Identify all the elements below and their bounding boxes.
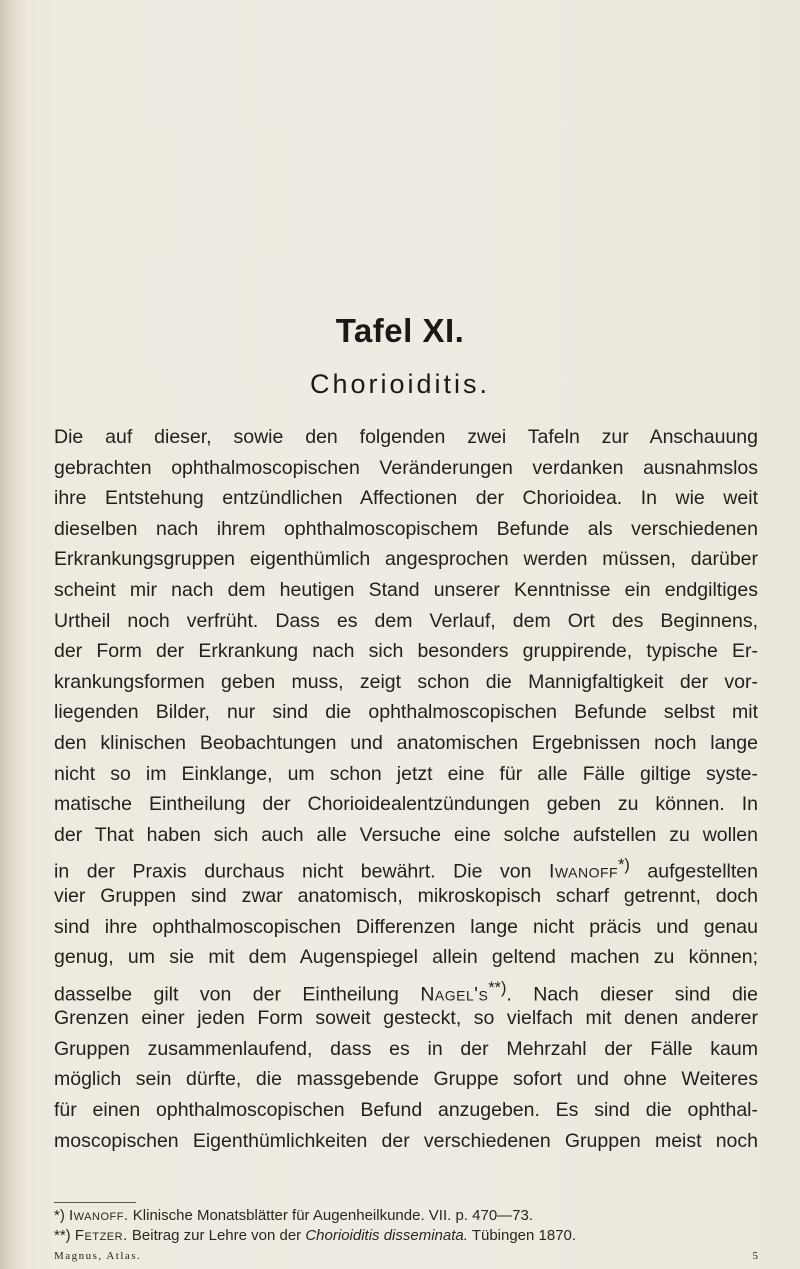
text-line: Erkrankungsgruppen eigenthümlich angesprochen werden müssen, darüber xyxy=(54,548,758,571)
text-line: krankungsformen geben muss, zeigt schon die Mannigfaltigkeit der vor- xyxy=(54,670,758,693)
text-line: Gruppen zusammenlaufend, dass es in der Mehrzahl der Fälle kaum xyxy=(54,1037,758,1060)
footnote-author: Iwanoff. xyxy=(69,1207,129,1224)
text-line: der Form der Erkrankung nach sich besonders gruppirende, typische Er- xyxy=(54,640,758,663)
binding-shadow xyxy=(0,0,28,1269)
text-line: matische Eintheilung der Chorioidealentzündungen geben zu können. In xyxy=(54,793,758,816)
footnote-mark: *) xyxy=(618,856,630,875)
footnote-text: Beitrag zur Lehre von der xyxy=(127,1227,306,1244)
text-line: Grenzen einer jeden Form soweit gesteckt, so vielfach mit denen anderer xyxy=(54,1007,758,1030)
footnote-2 xyxy=(54,1226,766,1246)
footnote-mark: **) xyxy=(488,978,507,997)
cited-author: Nagel's xyxy=(420,983,489,1006)
text-line: Die auf dieser, sowie den folgenden zwei Tafeln zur Anschauung xyxy=(54,426,758,448)
text-line: der That haben sich auch alle Versuche eine solche aufstellen zu wollen xyxy=(54,823,758,846)
text-line: Urtheil noch verfrüht. Dass es dem Verlauf, dem Ort des Beginnens, xyxy=(54,609,758,632)
text-line: ihre Entstehung entzündlichen Affectionen der Chorioidea. In wie weit xyxy=(54,487,758,510)
page-number: 5 xyxy=(752,1250,758,1262)
footnote-1 xyxy=(54,1206,766,1226)
text-line: nicht so im Einklange, um schon jetzt eine für alle Fälle giltige syste- xyxy=(54,762,758,785)
footnote-work-title: Chorioiditis disseminata. xyxy=(305,1227,468,1244)
footnote-author: Fetzer. xyxy=(74,1227,128,1244)
footnote-mark: **) xyxy=(54,1227,71,1244)
footnotes xyxy=(54,1206,766,1246)
footnote-text: Klinische Monatsblätter für Augenheilkunde. VII. p. 470—73. xyxy=(128,1207,534,1224)
text-line: vier Gruppen sind zwar anatomisch, mikroskopisch scharf getrennt, doch xyxy=(54,884,758,907)
text-segment: aufgestellten xyxy=(629,860,758,883)
text-line: für einen ophthalmoscopischen Befund anzugeben. Es sind die ophthal- xyxy=(54,1099,758,1122)
footnote-mark: *) xyxy=(54,1207,65,1224)
text-line-with-citation xyxy=(54,850,758,881)
text-line: genug, um sie mit dem Augenspiegel allein geltend machen zu können; xyxy=(54,946,758,969)
text-line: liegenden Bilder, nur sind die ophthalmoscopischen Befunde selbst mit xyxy=(54,701,758,724)
text-segment: in der Praxis durchaus nicht bewährt. Die von xyxy=(54,860,550,883)
body-paragraph xyxy=(54,422,758,1156)
text-line: dieselben nach ihrem ophthalmoscopischem Befunde als verschiedenen xyxy=(54,517,758,540)
signature-mark: Magnus, Atlas. xyxy=(54,1250,142,1262)
text-segment: dasselbe gilt von der Eintheilung xyxy=(54,983,421,1006)
text-line-with-citation xyxy=(54,973,758,1004)
cited-author: Iwanoff xyxy=(549,860,619,883)
footnote-text: Tübingen 1870. xyxy=(467,1227,577,1244)
plate-title: Tafel XI. xyxy=(335,312,465,349)
text-line: den klinischen Beobachtungen und anatomischen Ergebnissen noch lange xyxy=(54,731,758,754)
text-line: sind ihre ophthalmoscopischen Differenzen lange nicht präcis und genau xyxy=(54,915,758,938)
text-line: moscopischen Eigenthümlichkeiten der verschiedenen Gruppen meist noch xyxy=(54,1129,758,1152)
section-subject: Chorioiditis. xyxy=(309,369,491,399)
text-line: scheint mir nach dem heutigen Stand unserer Kenntnisse ein endgiltiges xyxy=(54,578,758,601)
text-segment: . Nach dieser sind die xyxy=(506,983,758,1006)
footnote-divider xyxy=(54,1202,136,1203)
text-line: gebrachten ophthalmoscopischen Veränderungen verdanken ausnahmslos xyxy=(54,456,758,479)
text-line: möglich sein dürfte, die massgebende Gruppe sofort und ohne Weiteres xyxy=(54,1068,758,1091)
